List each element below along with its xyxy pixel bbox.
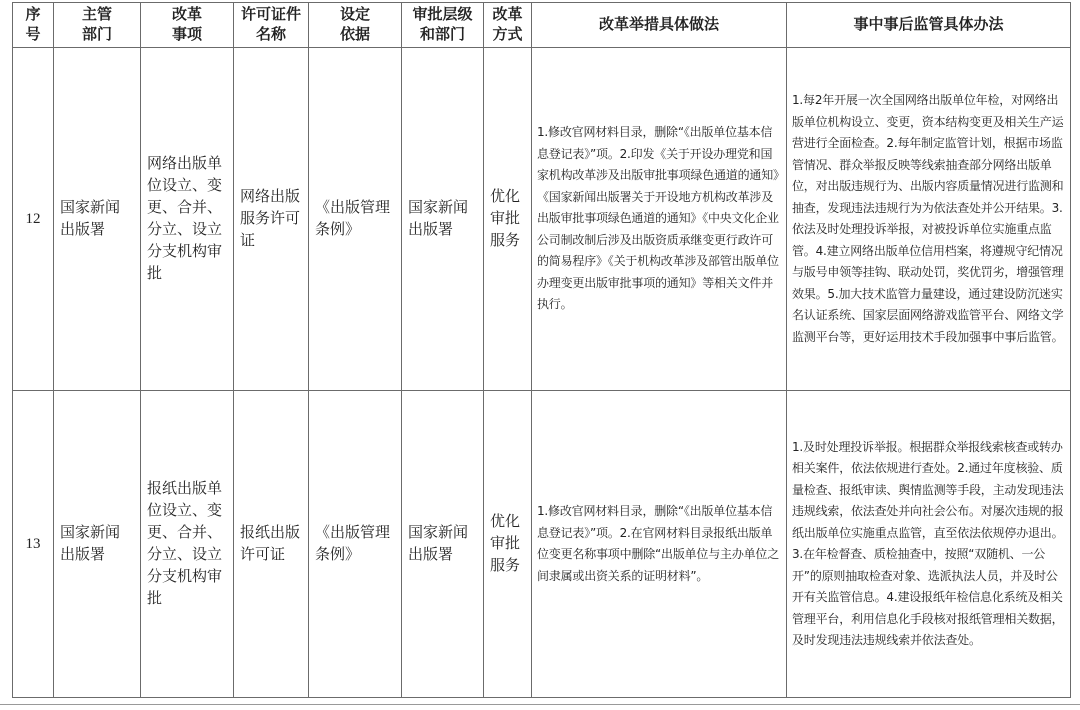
- cell-supervision: 1.及时处理投诉举报。根据群众举报线索核查或转办相关案件，依法依规进行查处。2.通过年度核验、质量检查、报纸审读、舆情监测等手段，主动发现违法违规线索，依法查处并向社会公布。对屡次违规的报纸出版单位实施重点监管，直至依法依规停办退出。3.在年检督查、质检抽查中，按照“双随机、一公开”的原则抽取检查对象、选派执法人员，并及时公开有关监管信息。4.建设报纸年检信息化系统及相关管理平台，利用信息化手段核对报纸管理相关数据，及时发现违法违规线索并依法查处。: [787, 391, 1071, 698]
- reform-table-container: [12, 2, 1070, 698]
- cell-license: 报纸出版许可证: [234, 391, 309, 698]
- cell-item: 报纸出版单位设立、变更、合并、分立、设立分支机构审批: [141, 391, 234, 698]
- header-measures: 改革举措具体做法: [532, 3, 787, 48]
- header-item: 改革 事项: [141, 3, 234, 48]
- cell-level: 国家新闻出版署: [402, 391, 484, 698]
- cell-level: 国家新闻出版署: [402, 48, 484, 391]
- cell-method: 优化审批服务: [484, 48, 532, 391]
- table-row: [13, 48, 1071, 391]
- cell-dept: 国家新闻出版署: [54, 391, 141, 698]
- header-method: 改革 方式: [484, 3, 532, 48]
- header-no: 序 号: [13, 3, 54, 48]
- cell-supervision: 1.每2年开展一次全国网络出版单位年检，对网络出版单位机构设立、变更，资本结构变更及相关生产运营进行全面检查。2.每年制定监管计划，根据市场监管情况、群众举报反映等线索抽查部分网络出版单位，对出版违规行为、出版内容质量情况进行监测和抽查，发现违法违规行为为依法查处并公开结果。3.依法及时处理投诉举报，对被投诉单位实施重点监管。4.建立网络出版单位信用档案，将遵规守纪情况与版号申领等挂钩、联动处罚，奖优罚劣，增强管理效果。5.加大技术监管力量建设，通过建设防沉迷实名认证系统、国家层面网络游戏监管平台、网络文学监测平台等，更好运用技术手段加强事中事后监管。: [787, 48, 1071, 391]
- cell-basis: 《出版管理条例》: [309, 48, 402, 391]
- cell-no: 13: [13, 391, 54, 698]
- page-bottom-divider: [0, 704, 1080, 705]
- cell-item: 网络出版单位设立、变更、合并、分立、设立分支机构审批: [141, 48, 234, 391]
- cell-dept: 国家新闻出版署: [54, 48, 141, 391]
- header-license: 许可证件 名称: [234, 3, 309, 48]
- cell-measures: 1.修改官网材料目录，删除“《出版单位基本信息登记表》”项。2.在官网材料目录报纸出版单位变更名称事项中删除“出版单位与主办单位之间隶属或出资关系的证明材料”。: [532, 391, 787, 698]
- table-row: [13, 391, 1071, 698]
- reform-table: [12, 2, 1071, 698]
- header-basis: 设定 依据: [309, 3, 402, 48]
- cell-method: 优化审批服务: [484, 391, 532, 698]
- table-header-row: [13, 3, 1071, 48]
- cell-license: 网络出版服务许可证: [234, 48, 309, 391]
- header-level: 审批层级 和部门: [402, 3, 484, 48]
- header-dept: 主管 部门: [54, 3, 141, 48]
- header-supervision: 事中事后监管具体办法: [787, 3, 1071, 48]
- cell-measures: 1.修改官网材料目录，删除“《出版单位基本信息登记表》”项。2.印发《关于开设办理党和国家机构改革涉及出版审批事项绿色通道的通知》《国家新闻出版署关于开设地方机构改革涉及出版审批事项绿色通道的通知》《中央文化企业公司制改制后涉及出版资质承继变更行政许可的简易程序》《关于机构改革涉及部管出版单位办理变更出版审批事项的通知》等相关文件并执行。: [532, 48, 787, 391]
- cell-basis: 《出版管理条例》: [309, 391, 402, 698]
- cell-no: 12: [13, 48, 54, 391]
